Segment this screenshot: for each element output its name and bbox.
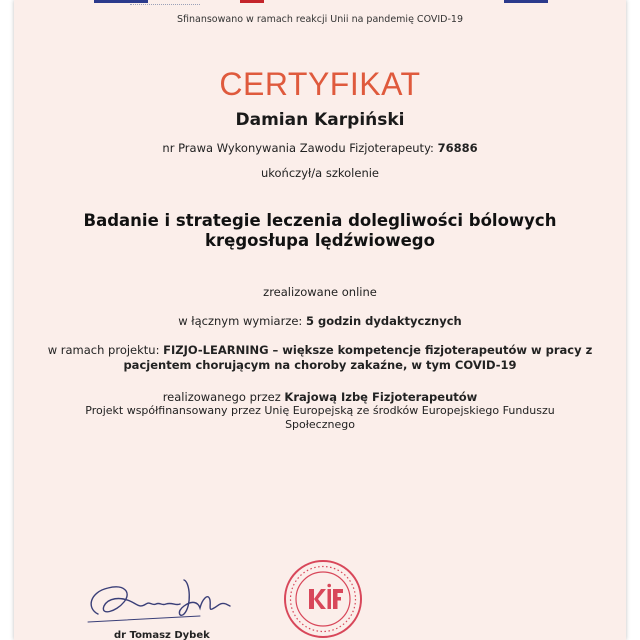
hours-line	[14, 314, 626, 328]
eu-flag-logo	[504, 0, 548, 3]
certificate-page	[14, 0, 626, 640]
license-line	[14, 141, 626, 155]
license-number: 76886	[437, 141, 478, 155]
poland-flag-logo	[240, 0, 264, 3]
license-label: nr Prawa Wykonywania Zawodu Fizjoterapeuty:	[162, 141, 438, 155]
hours-value: 5 godzin dydaktycznych	[305, 314, 462, 328]
organizer-line	[14, 390, 626, 404]
completed-text: ukończył/a szkolenie	[260, 166, 379, 180]
course-title: Badanie i strategie leczenia dolegliwości bólowych kręgosłupa lędźwiowego	[83, 211, 557, 250]
recipient-name: Damian Karpiński	[235, 110, 405, 130]
organizer-label: realizowanego przez	[162, 390, 285, 404]
funding-note: Sfinansowano w ramach reakcji Unii na pandemię COVID-19	[176, 14, 464, 25]
project-line	[34, 343, 606, 373]
certificate-title: CERTYFIKAT	[219, 66, 421, 102]
cofunding-text: Projekt współfinansowany przez Unię Europejską ze środków Europejskiego Funduszu Społecznego	[85, 404, 555, 431]
signature-image	[80, 562, 250, 632]
signer-name: dr Tomasz Dybek	[114, 630, 210, 640]
organizer-name: Krajową Izbę Fizjoterapeutów	[284, 390, 478, 404]
mode-text: zrealizowane online	[263, 285, 377, 299]
project-label: w ramach projektu:	[47, 343, 164, 357]
logo-caption	[130, 0, 200, 5]
project-name: FIZJO-LEARNING – większe kompetencje fizjoterapeutów w pracy z pacjentem chorującym na choroby zakaźne, w tym COVID-19	[123, 343, 593, 372]
kif-seal-icon	[282, 558, 364, 640]
hours-label: w łącznym wymiarze:	[178, 314, 306, 328]
